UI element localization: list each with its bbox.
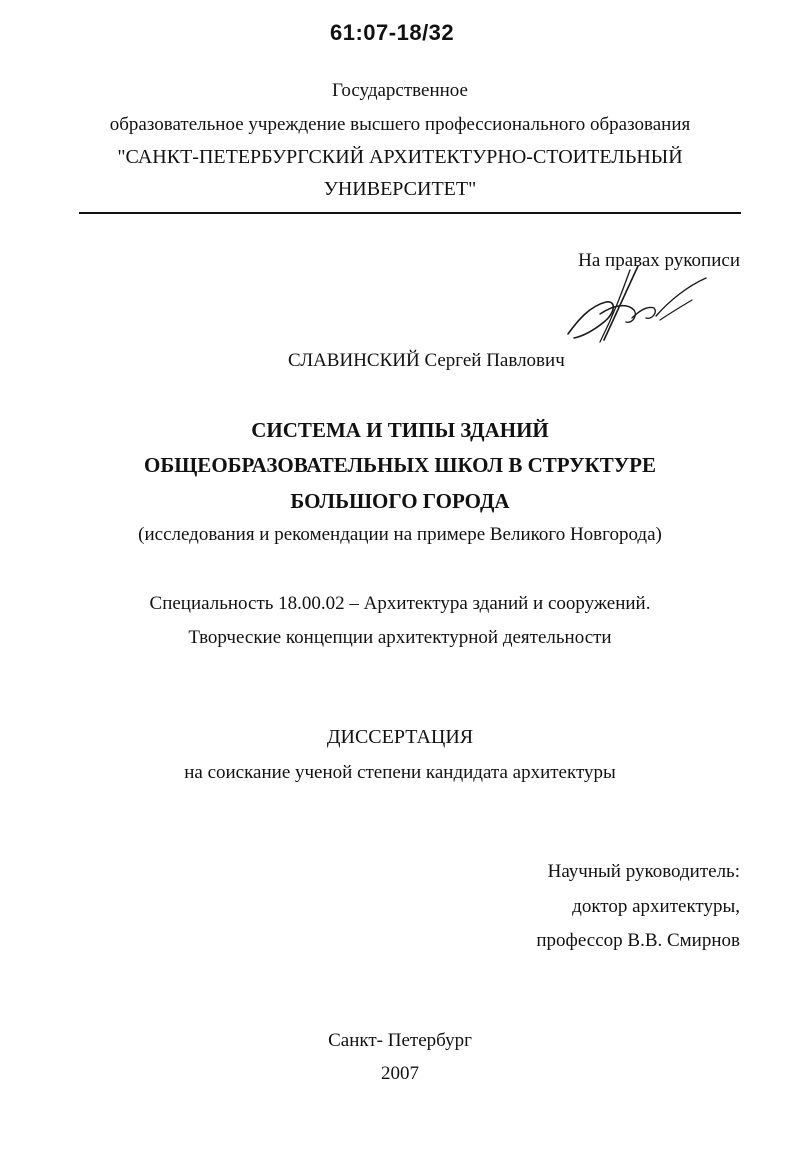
author-signature [560,262,710,352]
specialty-line-1: Специальность 18.00.02 – Архитектура зданий и сооружений. [149,593,651,614]
institution-line-4: УНИВЕРСИТЕТ" [323,178,477,200]
author-name: СЛАВИНСКИЙ Сергей Павлович [288,350,565,371]
dissertation-label: ДИССЕРТАЦИЯ [326,726,474,748]
institution-line-2: образовательное учреждение высшего профессионального образования [109,114,691,135]
institution-line-3: "САНКТ-ПЕТЕРБУРГСКИЙ АРХИТЕКТУРНО-СТОИТЕЛЬНЫЙ [117,146,683,168]
thesis-title-line-3: БОЛЬШОГО ГОРОДА [290,489,510,513]
document-code: 61:07-18/32 [330,20,455,45]
specialty-line-2: Творческие концепции архитектурной деятельности [188,627,612,648]
manuscript-rights: На правах рукописи [578,250,740,271]
publication-place: Санкт- Петербург [328,1030,472,1051]
supervisor-name: профессор В.В. Смирнов [536,930,740,951]
header-divider [79,212,741,214]
institution-line-1: Государственное [332,80,468,101]
supervisor-degree: доктор архитектуры, [572,896,740,917]
thesis-title-line-2: ОБЩЕОБРАЗОВАТЕЛЬНЫХ ШКОЛ В СТРУКТУРЕ [144,453,656,477]
thesis-subtitle: (исследования и рекомендации на примере Великого Новгорода) [138,524,662,545]
degree-line: на соискание ученой степени кандидата архитектуры [184,762,616,783]
publication-year: 2007 [381,1063,419,1084]
supervisor-label: Научный руководитель: [547,861,740,882]
thesis-title-line-1: СИСТЕМА И ТИПЫ ЗДАНИЙ [251,418,549,442]
